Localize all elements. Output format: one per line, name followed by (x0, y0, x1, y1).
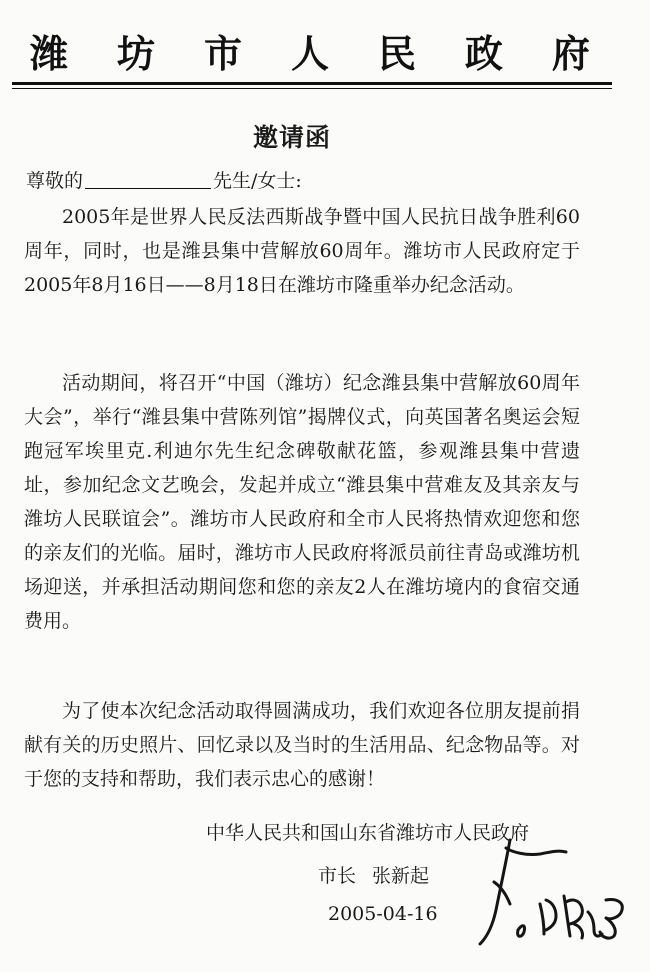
letterhead-char: 人 (290, 32, 329, 76)
letterhead-char: 市 (203, 32, 242, 76)
paragraph-donation-request: 为了使本次纪念活动取得圆满成功，我们欢迎各位朋友提前捐献有关的历史照片、回忆录以及当时的生活用品、纪念物品等。对于您的支持和帮助，我们表示忠心的感谢！ (24, 700, 580, 790)
letterhead-rule-thin (12, 88, 612, 89)
paragraph-intro: 2005年是世界人民反法西斯战争暨中国人民抗日战争胜利60周年，同时，也是潍县集中营解放60周年。潍坊市人民政府定于2005年8月16日——8月18日在潍坊市隆重举办纪念活动。 (24, 206, 580, 296)
signer-name: 市长 张新起 (318, 865, 430, 887)
name-blank-line (85, 168, 211, 189)
letterhead-char: 民 (377, 32, 416, 76)
sign-date: 2005-04-16 (328, 903, 438, 925)
handwritten-signature (466, 812, 636, 962)
letterhead-char: 政 (464, 32, 503, 76)
letterhead-rule-thick (12, 82, 612, 85)
salutation-prefix: 尊敬的 (26, 170, 84, 192)
salutation (26, 168, 302, 194)
letterhead-char: 潍 (30, 32, 69, 76)
letterhead-char: 坊 (116, 32, 155, 76)
letterhead-title (30, 20, 590, 76)
document-title: 邀请函 (252, 123, 331, 152)
paragraph-activities: 活动期间，将召开“中国（潍坊）纪念潍县集中营解放60周年大会”，举行“潍县集中营陈列馆”揭牌仪式，向英国著名奥运会短跑冠军埃里克.利迪尔先生纪念碑敬献花篮，参观潍县集中营遗址，参加纪念文艺晚会，发起并成立“潍县集中营难友及其亲友与潍坊人民联谊会”。潍坊市人民政府和全市人民将热情欢迎您和您的亲友们的光临。届时，潍坊市人民政府将派员前往青岛或潍坊机场迎送，并承担活动期间您和您的亲友2人在潍坊境内的食宿交通费用。 (24, 372, 580, 632)
letterhead-char: 府 (551, 32, 590, 76)
salutation-suffix: 先生/女士: (213, 170, 302, 192)
signer-organization: 中华人民共和国山东省潍坊市人民政府 (206, 822, 530, 844)
